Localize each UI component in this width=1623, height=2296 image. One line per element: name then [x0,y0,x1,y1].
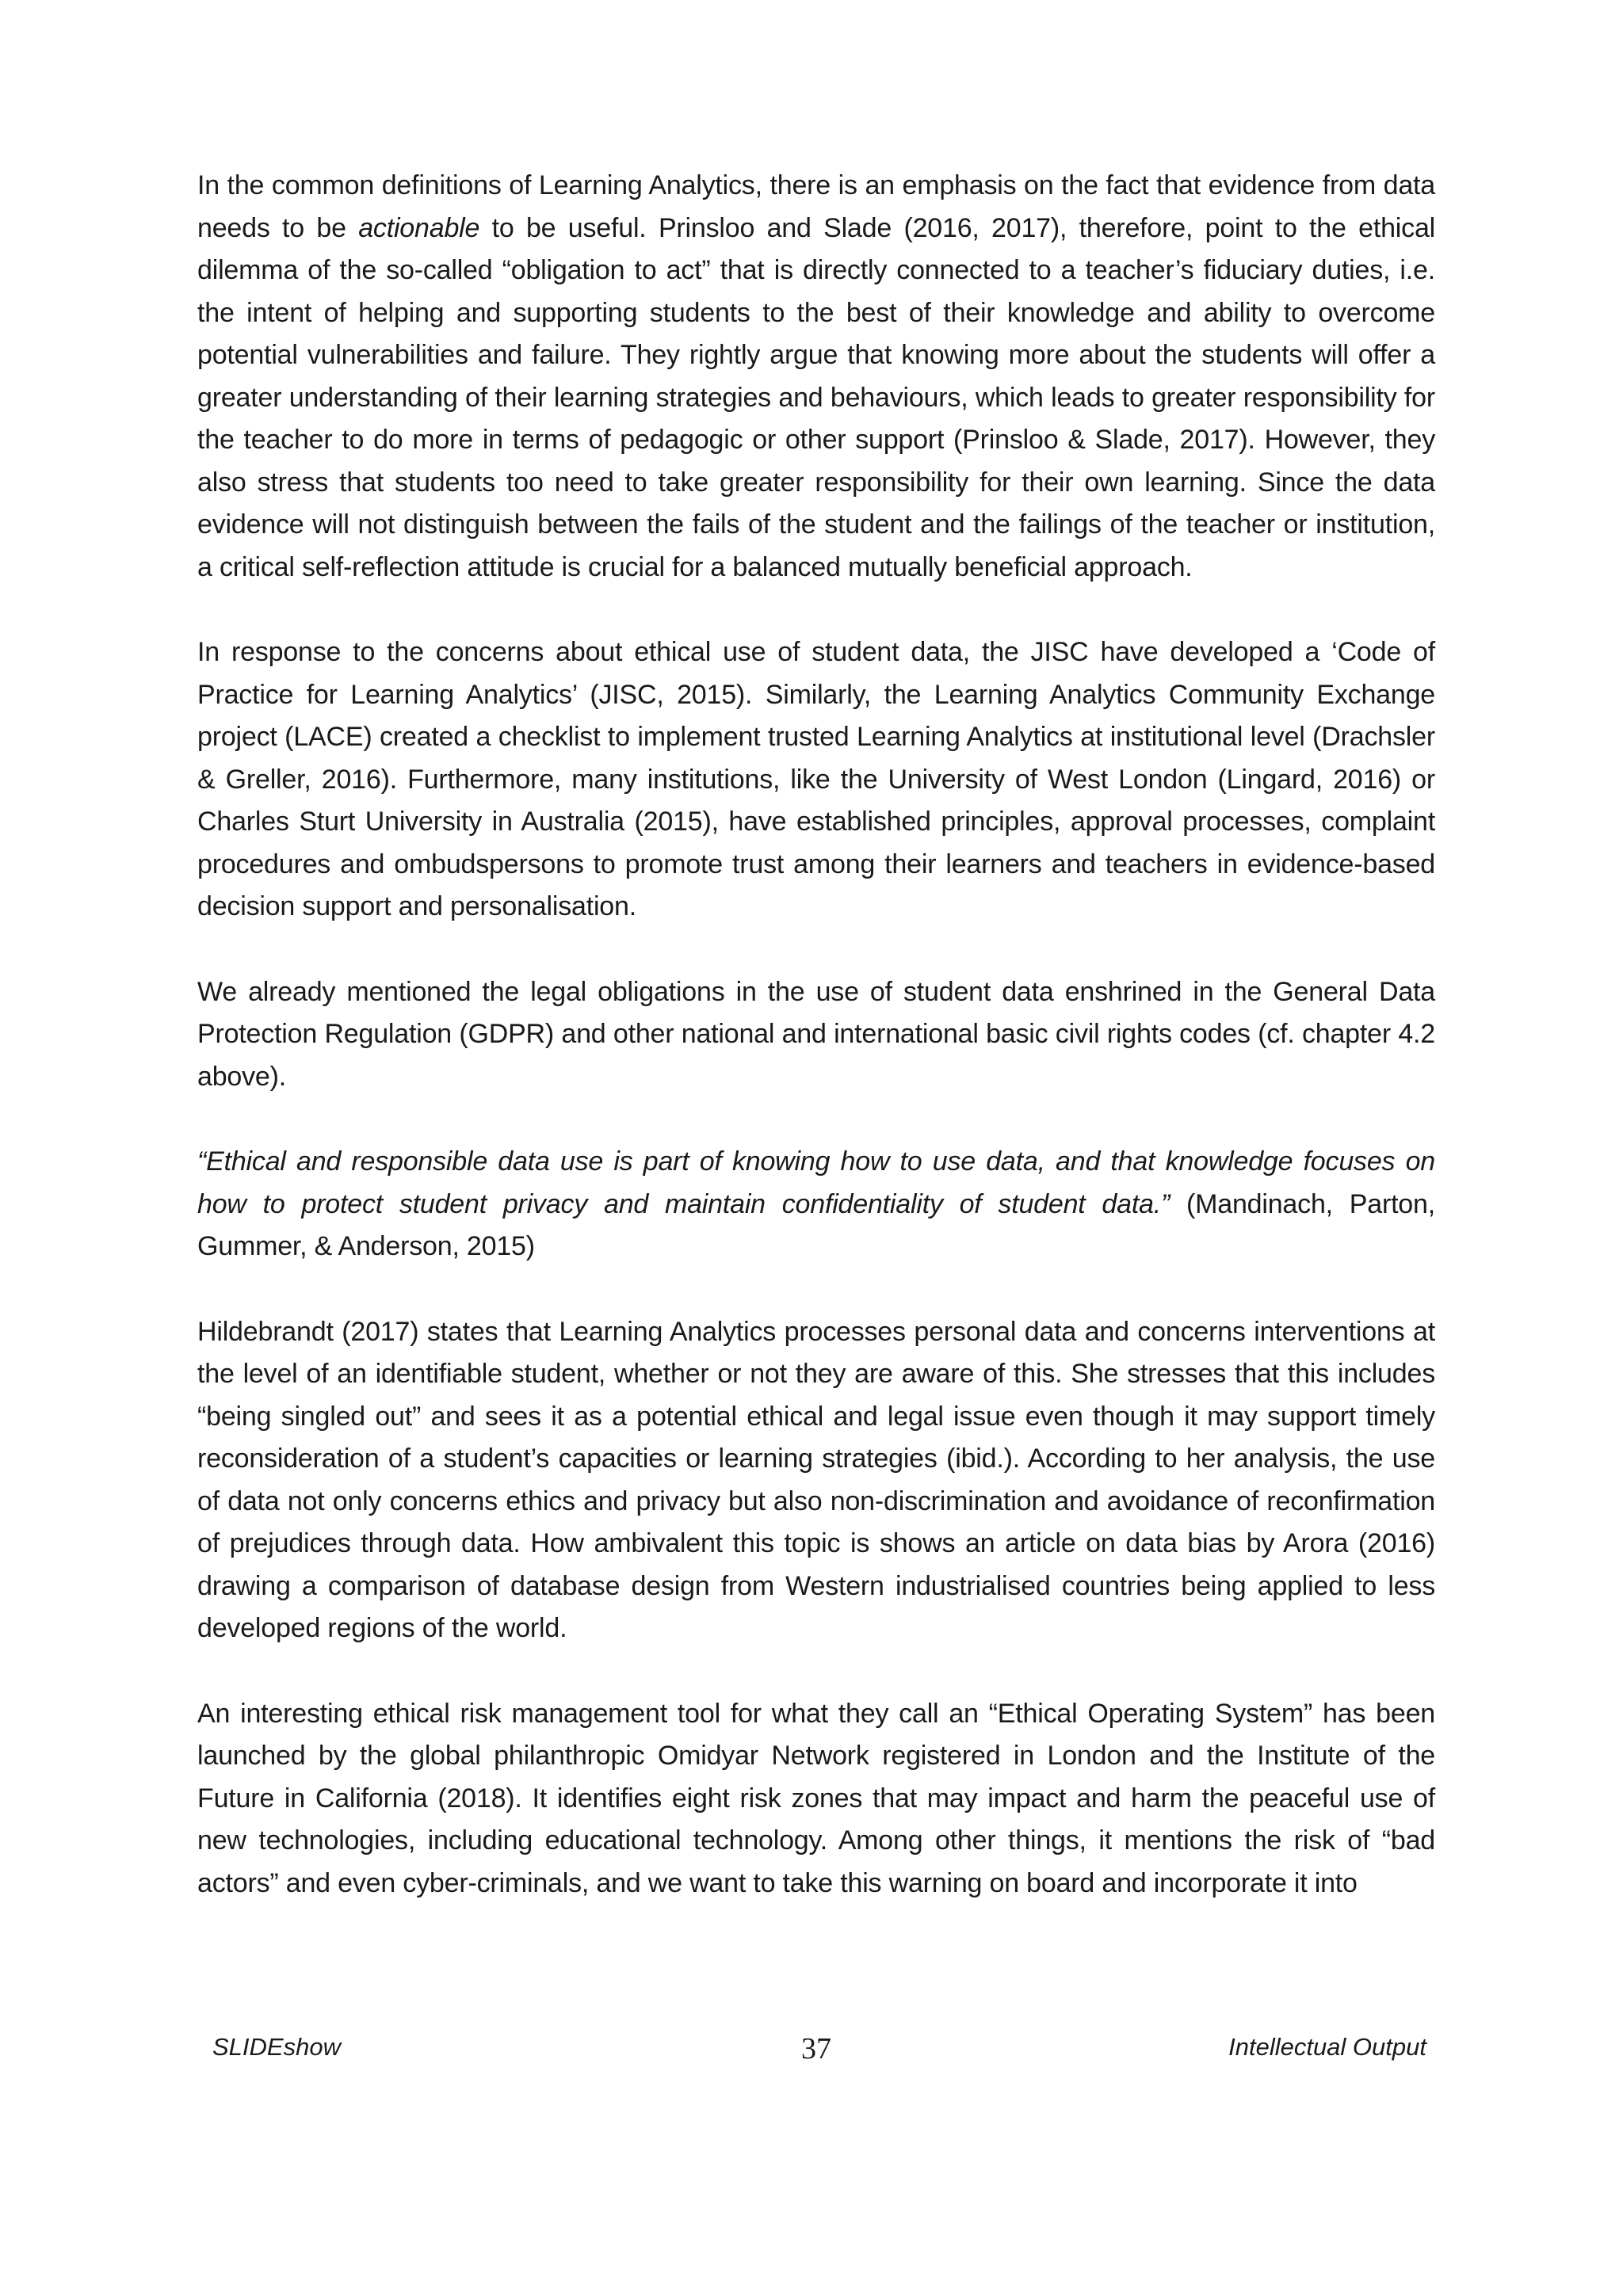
footer-project-name: SLIDEshow [212,2033,341,2061]
footer-output-type: Intellectual Output [1228,2033,1426,2061]
paragraph-hildebrandt: Hildebrandt (2017) states that Learning Analytics processes personal data and concerns interventions at the level of an identifiable student, whether or not they are aware of this. She stresses that this includes “being singled out” and sees it as a potential ethical and legal issue even though it may support timely reconsideration of a student’s capacities or learning strategies (ibid.). According to her analysis, the use of data not only concerns ethics and privacy but also non-discrimination and avoidance of reconfirmation of prejudices through data. How ambivalent this topic is shows an article on data bias by Arora (2016) drawing a comparison of database design from Western industrialised countries being applied to less developed regions of the world. [197,1316,1435,1643]
body-text [197,165,1435,1947]
footer-page-number: 37 [801,2032,831,2065]
paragraph-jisc-code-of-practice: In response to the concerns about ethical use of student data, the JISC have developed a ‘Code of Practice for Learning Analytics’ (JISC, 2015). Similarly, the Learning Analytics Community Exchange project (LACE) created a checklist to implement trusted Learning Analytics at institutional level (Drachsler & Greller, 2016). Furthermore, many institutions, like the University of West London (Lingard, 2016) or Charles Sturt University in Australia (2015), have established principles, approval processes, complaint procedures and ombudspersons to promote trust among their learners and teachers in evidence-based decision support and personalisation. [197,637,1435,921]
paragraph-text: In the common definitions of Learning Analytics, there is an emphasis on the fact that evidence from data needs to be [197,170,1435,243]
paragraph-learning-analytics-definitions [197,165,1435,589]
emphasis-actionable: actionable [358,212,480,243]
block-quote: “Ethical and responsible data use is part of knowing how to use data, and that knowledge focuses on how to protect student privacy and maintain confidentiality of student data.” [197,1146,1435,1219]
paragraph-text: to be useful. Prinsloo and Slade (2016, 2017), therefore, point to the ethical dilemma of the so-called “obligation to act” that is directly connected to a teacher’s fiduciary duties, i.e. the intent of helping and supporting students to the best of their knowledge and ability to overcome potential vulnerabilities and failure. They rightly argue that knowing more about the students will offer a greater understanding of their learning strategies and behaviours, which leads to greater responsibility for the teacher to do more in terms of pedagogic or other support (Prinsloo & Slade, 2017). However, they also stress that students too need to take greater responsibility for their own learning. Since the data evidence will not distinguish between the fails of the student and the failings of the teacher or institution, a critical self-reflection attitude is crucial for a balanced mutually beneficial approach. [197,212,1436,582]
paragraph-quote-mandinach [197,1141,1435,1268]
paragraph-ethical-operating-system: An interesting ethical risk management tool for what they call an “Ethical Operating System” has been launched by the global philanthropic Omidyar Network registered in London and the Institute of the Future in California (2018). It identifies eight risk zones that may impact and harm the peaceful use of new technologies, including educational technology. Among other things, it mentions the risk of “bad actors” and even cyber-criminals, and we want to take this warning on board and incorporate it into [197,1698,1435,1898]
quote-citation: (Mandinach, Parton, Gummer, & Anderson, 2015) [197,1188,1435,1261]
paragraph-legal-obligations: We already mentioned the legal obligations in the use of student data enshrined in the General Data Protection Regulation (GDPR) and other national and international basic civil rights codes (cf. chapter 4.2 above). [197,976,1435,1092]
